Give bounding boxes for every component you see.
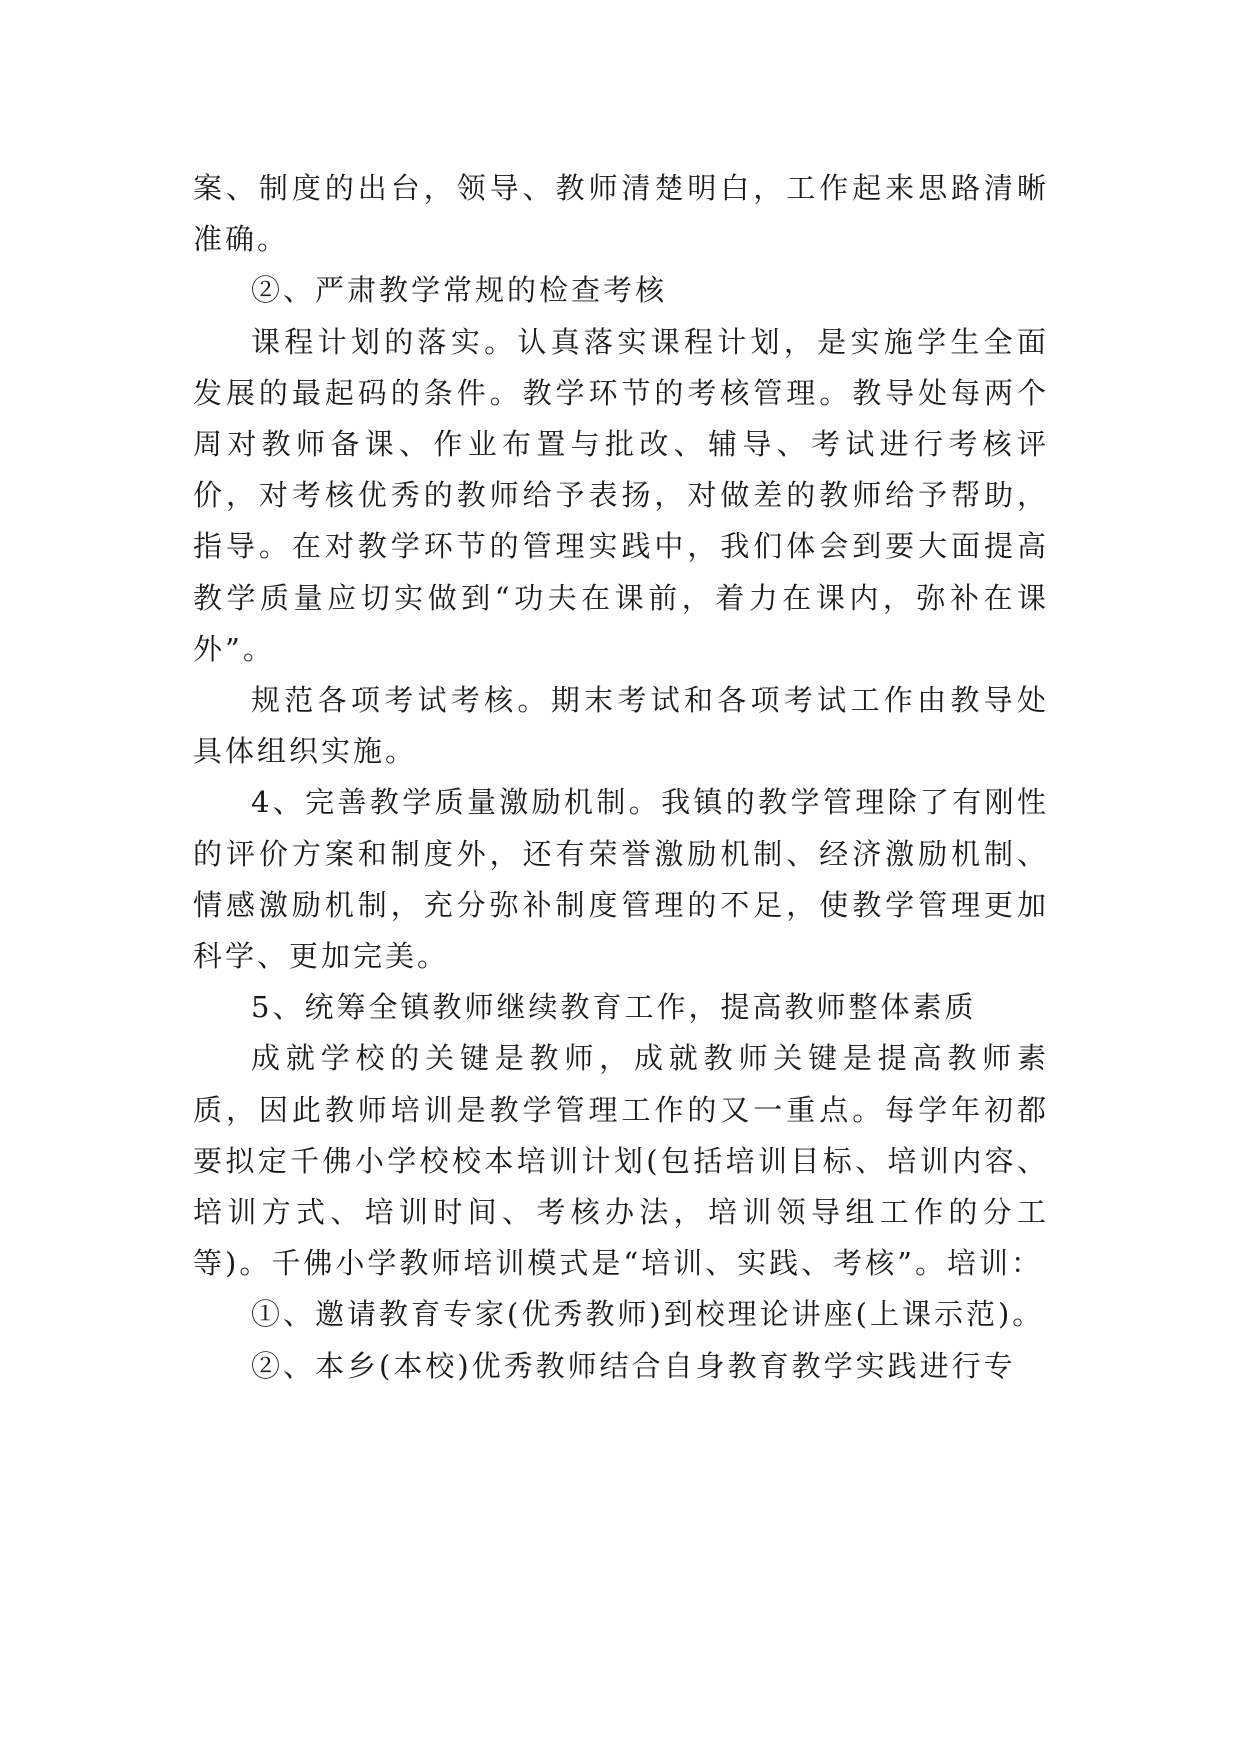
paragraph-local-teachers: ②、本乡(本校)优秀教师结合自身教育教学实践进行专	[251, 1348, 1016, 1383]
paragraph-continuation: 案、制度的出台，领导、教师清楚明白，工作起来思路清晰准确。	[193, 171, 1049, 257]
paragraph-expert-lectures: ①、邀请教育专家(优秀教师)到校理论讲座(上课示范)。	[251, 1297, 1045, 1332]
paragraph-curriculum-plan: 课程计划的落实。认真落实课程计划，是实施学生全面发展的最起码的条件。教学环节的考核管理。教导处每两个周对教师备课、作业布置与批改、辅导、考试进行考核评价，对考核优秀的教师给予表扬，对做差的教师给予帮助，指导。在对教学环节的管理实践中，我们体会到要大面提高教学质量应切实做到“功夫在课前，着力在课内，弥补在课外”。	[193, 324, 1049, 666]
paragraph-incentive-mechanism: 4、完善教学质量激励机制。我镇的教学管理除了有刚性的评价方案和制度外，还有荣誉激励机制、经济激励机制、情感激励机制，充分弥补制度管理的不足，使教学管理更加科学、更加完美。	[193, 785, 1049, 974]
paragraph-heading-teacher-education: 5、统筹全镇教师继续教育工作，提高教师整体素质	[251, 990, 977, 1025]
paragraph-teacher-training: 成就学校的关键是教师，成就教师关键是提高教师素质，因此教师培训是教学管理工作的又一重点。每学年初都要拟定千佛小学校校本培训计划(包括培训目标、培训内容、培训方式、培训时间、考核办法，培训领导组工作的分工等)。千佛小学教师培训模式是“培训、实践、考核”。培训：	[193, 1041, 1049, 1281]
paragraph-heading-inspection: ②、严肃教学常规的检查考核	[251, 273, 668, 308]
paragraph-exam-standards: 规范各项考试考核。期末考试和各项考试工作由教导处具体组织实施。	[193, 683, 1049, 769]
body-text	[193, 163, 1049, 1392]
